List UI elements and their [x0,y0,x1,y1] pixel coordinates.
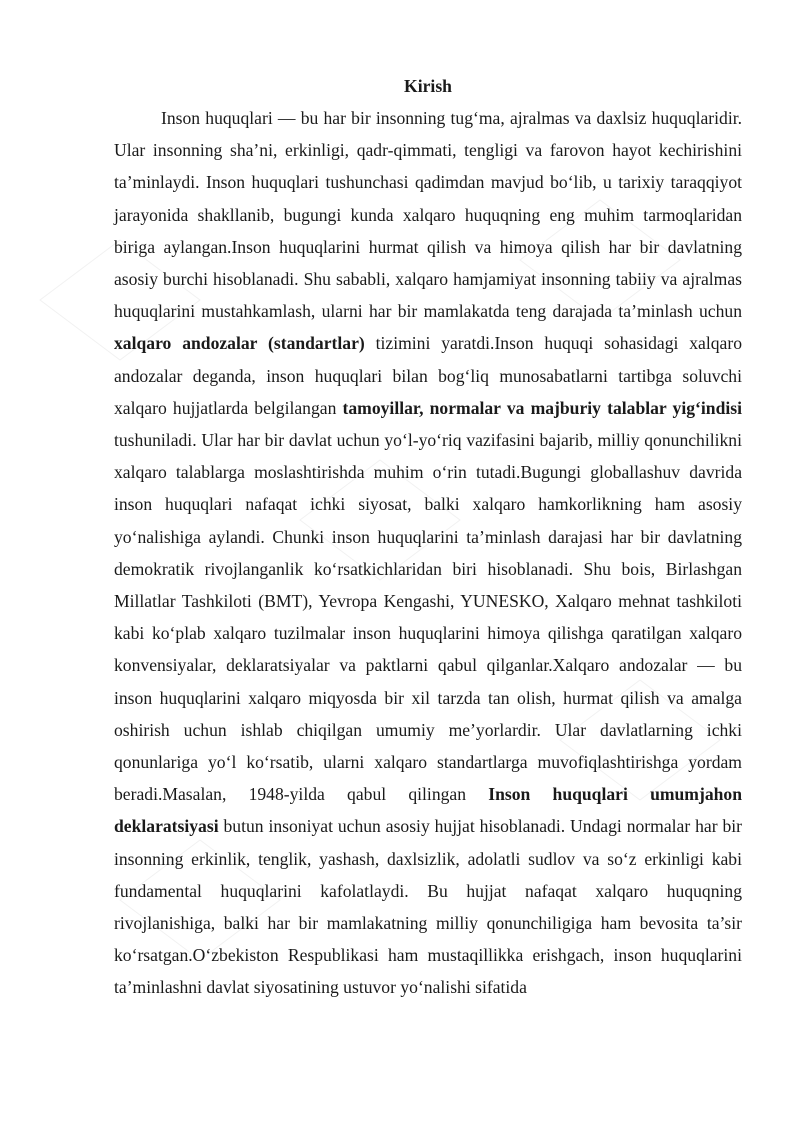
document-body [114,70,742,1004]
paragraph-text-segment: tushuniladi. Ular har bir davlat uchun yo‘l-yo‘riq vazifasini bajarib, milliy qonunchilikni xalqaro talablarga moslashtirishda muhim o‘rin tutadi.Bugungi globallashuv davrida inson huquqlari nafaqat ichki siyosat, balki xalqaro hamkorlikning ham asosiy yo‘nalishiga aylandi. Chunki inson huquqlarini ta’minlash darajasi har bir davlatning demokratik rivojlanganlik ko‘rsatkichlaridan biri hisoblanadi. Shu bois, Birlashgan Millatlar Tashkiloti (BMT), Yevropa Kengashi, YUNESKO, Xalqaro mehnat tashkiloti kabi ko‘plab xalqaro tuzilmalar inson huquqlarini himoya qilishga qaratilgan xalqaro konvensiyalar, deklaratsiyalar va paktlarni qabul qilganlar.Xalqaro andozalar — bu inson huquqlarini xalqaro miqyosda bir xil tarzda tan olish, hurmat qilish va amalga oshirish uchun ishlab chiqilgan umumiy me’yorlardir. Ular davlatlarning ichki qonunlariga yo‘l ko‘rsatib, ularni xalqaro standartlarga muvofiqlashtirishga yordam beradi.Masalan, 1948-yilda qabul qilingan [114,430,742,805]
page-title: Kirish [404,76,452,96]
body-paragraph [114,102,742,1004]
paragraph-text-segment: Inson huquqlari — bu har bir insonning tug‘ma, ajralmas va daxlsiz huquqlaridir. Ular insonning sha’ni, erkinligi, qadr-qimmati, tengligi va farovon hayot kechirishini ta’minlaydi. Inson huquqlari tushunchasi qadimdan mavjud bo‘lib, u tarixiy taraqqiyot jarayonida shakllanib, bugungi kunda xalqaro huquqning eng muhim tarmoqlaridan biriga aylangan.Inson huquqlarini hurmat qilish va himoya qilish har bir davlatning asosiy burchi hisoblanadi. Shu sababli, xalqaro hamjamiyat insonning tabiiy va ajralmas huquqlarini mustahkamlash, ularni har bir mamlakatda teng darajada ta’minlash uchun [114,108,742,322]
paragraph-text-segment: tizimini yaratdi.Inson huquqi sohasidagi xalqaro andozalar deganda, inson huquqlari bilan bog‘liq munosabatlarni tartibga soluvchi xalqaro hujjatlarda belgilangan [114,333,743,418]
bold-term-standards: xalqaro andozalar (standartlar) [114,333,365,354]
bold-term-principles: tamoyillar, normalar va majburiy talablar yig‘indisi [342,397,742,418]
paragraph-text-segment: butun insoniyat uchun asosiy hujjat hisoblanadi. Undagi normalar har bir insonning erkinlik, tenglik, yashash, daxlsizlik, adolatli sudlov va so‘z erkinligi kabi fundamental huquqlarini kafolatlaydi. Bu hujjat nafaqat xalqaro huquqning rivojlanishiga, balki har bir mamlakatning milliy qonunchiligiga ham bevosita ta’sir ko‘rsatgan.O‘zbekiston Respublikasi ham mustaqillikka erishgach, inson huquqlarini ta’minlashni davlat siyosatining ustuvor yo‘nalishi sifatida [114,816,742,998]
bold-term-declaration: Inson huquqlari umumjahon deklaratsiyasi [114,784,742,837]
